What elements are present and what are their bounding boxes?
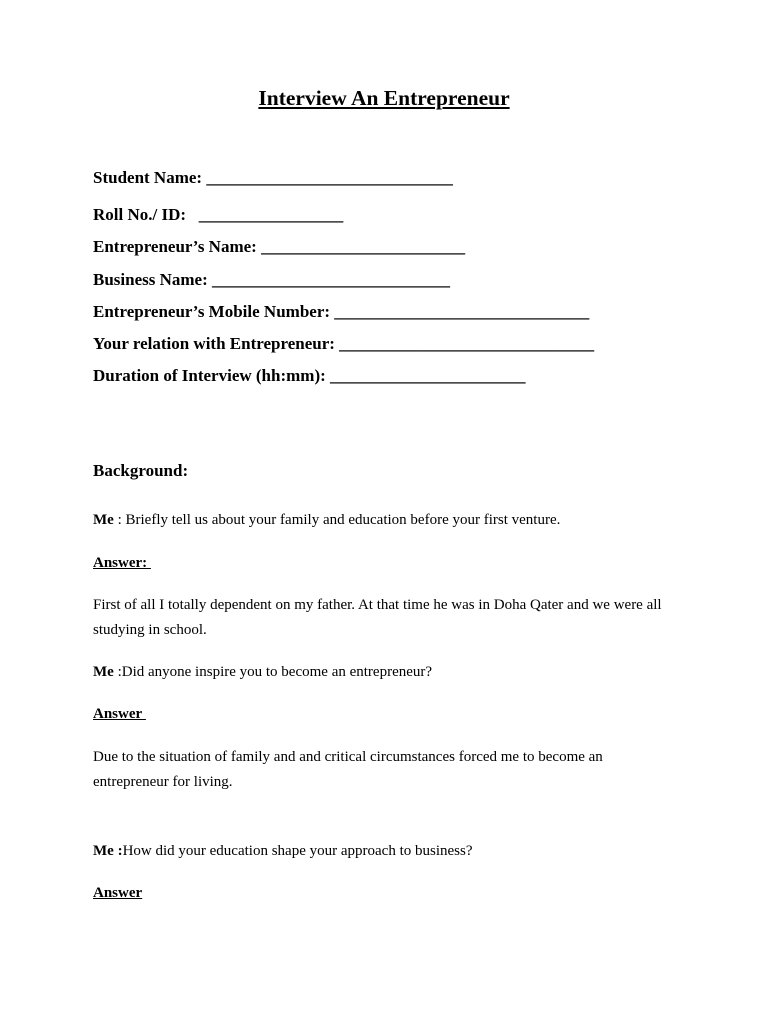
entrepreneur-name-field: Entrepreneur’s Name: ________________________ [93, 237, 466, 256]
question-2 [93, 664, 432, 681]
question-text: : Briefly tell us about your family and education before your first venture. [113, 512, 561, 528]
me-label: Me [93, 512, 114, 528]
answer-2-label: Answer [93, 706, 146, 722]
question-1 [93, 512, 560, 529]
answer-3-label: Answer [93, 885, 143, 901]
answer-1-text: First of all I totally dependent on my father. At that time he was in Doha Qater and we were all studying in school. [93, 597, 662, 638]
student-name-field: Student Name: _____________________________ [93, 168, 453, 187]
relation-field: Your relation with Entrepreneur: ______________________________ [93, 334, 595, 353]
business-name-field: Business Name: ____________________________ [93, 270, 451, 289]
mobile-number-field: Entrepreneur’s Mobile Number: ______________________________ [93, 302, 590, 321]
page-title: Interview An Entrepreneur [258, 86, 510, 110]
question-text: :Did anyone inspire you to become an entrepreneur? [113, 664, 433, 680]
question-text: How did your education shape your approach to business? [122, 843, 473, 859]
me-label: Me : [93, 843, 123, 859]
question-3 [93, 843, 472, 860]
duration-field: Duration of Interview (hh:mm): _______________________ [93, 366, 526, 385]
roll-no-field: Roll No./ ID: _________________ [93, 205, 344, 224]
background-heading: Background: [93, 461, 189, 480]
answer-2-text: Due to the situation of family and and critical circumstances forced me to become an entrepreneur for living. [93, 749, 603, 790]
me-label: Me [93, 664, 114, 680]
answer-1-label: Answer: [93, 555, 151, 571]
